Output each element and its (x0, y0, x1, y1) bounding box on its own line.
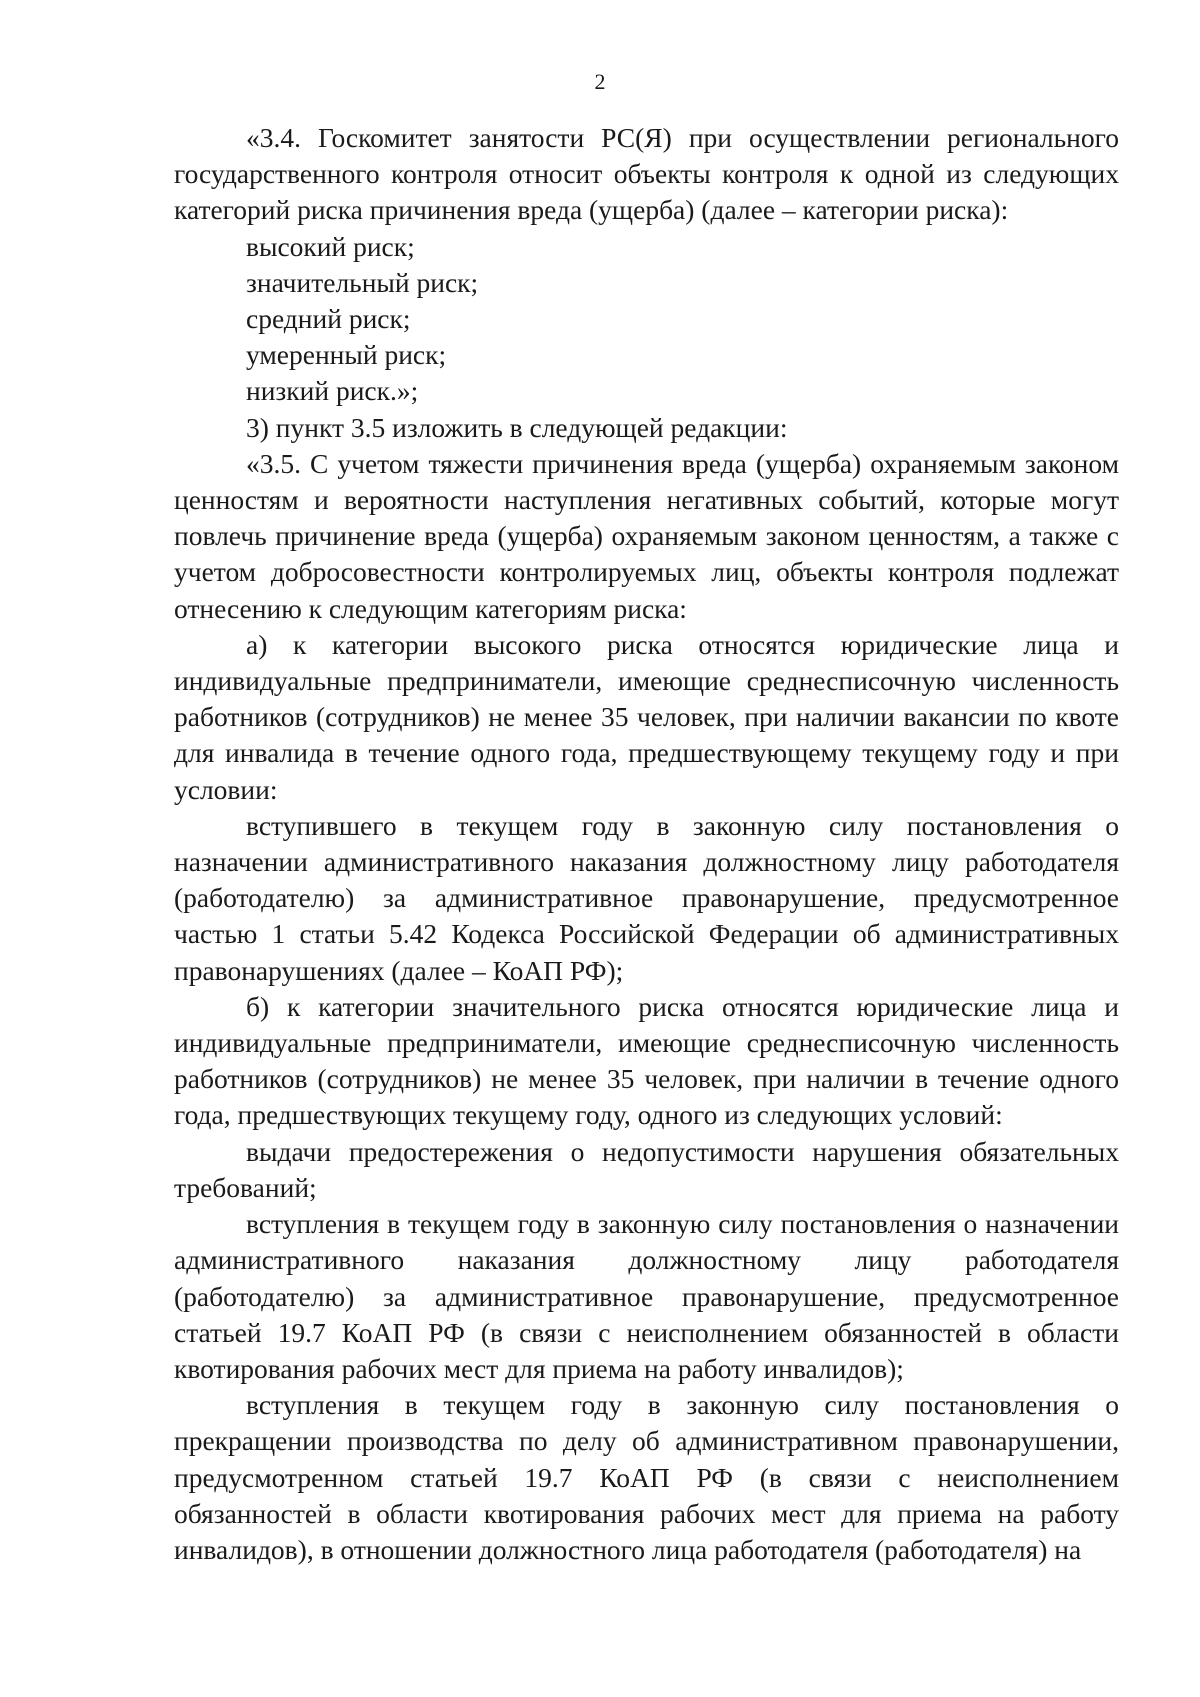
risk-category-moderate: умеренный риск; (246, 339, 447, 371)
paragraph-3-4: «3.4. Госкомитет занятости РС(Я) при осуществлении регионального государственного контроля относит объекты контроля к одной из следующих категорий риска причинения вреда (ущерба) (далее – категории риска): (174, 122, 1119, 226)
page-number: 2 (594, 69, 606, 94)
subparagraph-b-condition-2: вступления в текущем году в законную силу постановления о назначении административного наказания должностному лицу работодателя (работодателю) за административное правонарушение, предусмотренное статьей 19.7 КоАП РФ (в связи с неисполнением обязанностей в области квотирования рабочих мест для приема на работу инвалидов); (174, 1208, 1119, 1384)
risk-category-low: низкий риск.»; (246, 375, 419, 407)
risk-category-significant: значительный риск; (246, 266, 479, 298)
risk-category-medium: средний риск; (246, 303, 411, 335)
subparagraph-b: б) к категории значительного риска относятся юридические лица и индивидуальные предприниматели, имеющие среднесписочную численность работников (сотрудников) не менее 35 человек, при наличии в течение одного года, предшествующих текущему году, одного из следующих условий: (174, 990, 1119, 1131)
paragraph-3-5: «3.5. С учетом тяжести причинения вреда (ущерба) охраняемым законом ценностям и вероятности наступления негативных событий, которые могут повлечь причинение вреда (ущерба) охраняемым законом ценностям, а также с учетом добросовестности контролируемых лиц, объекты контроля подлежат отнесению к следующим категориям риска: (174, 447, 1119, 624)
document-body (174, 120, 1119, 1568)
subparagraph-b-condition-1: выдачи предостережения о недопустимости нарушения обязательных требований; (174, 1135, 1119, 1203)
amendment-item-3: 3) пункт 3.5 изложить в следующей редакции: (246, 411, 788, 443)
risk-category-high: высокий риск; (246, 230, 415, 262)
subparagraph-b-condition-3: вступления в текущем году в законную силу постановления о прекращении производства по делу об административном правонарушении, предусмотренном статьей 19.7 КоАП РФ (в связи с неисполнением обязанностей в области квотирования рабочих мест для приема на работу инвалидов), в отношении должностного лица работодателя (работодателя) на (174, 1389, 1119, 1565)
subparagraph-a: а) к категории высокого риска относятся юридические лица и индивидуальные предприниматели, имеющие среднесписочную численность работников (сотрудников) не менее 35 человек, при наличии вакансии по квоте для инвалида в течение одного года, предшествующему текущему году и при условии: (174, 628, 1119, 805)
subparagraph-a-condition: вступившего в текущем году в законную силу постановления о назначении административного наказания должностному лицу работодателя (работодателю) за административное правонарушение, предусмотренное частью 1 статьи 5.42 Кодекса Российской Федерации об административных правонарушениях (далее – КоАП РФ); (174, 809, 1119, 986)
